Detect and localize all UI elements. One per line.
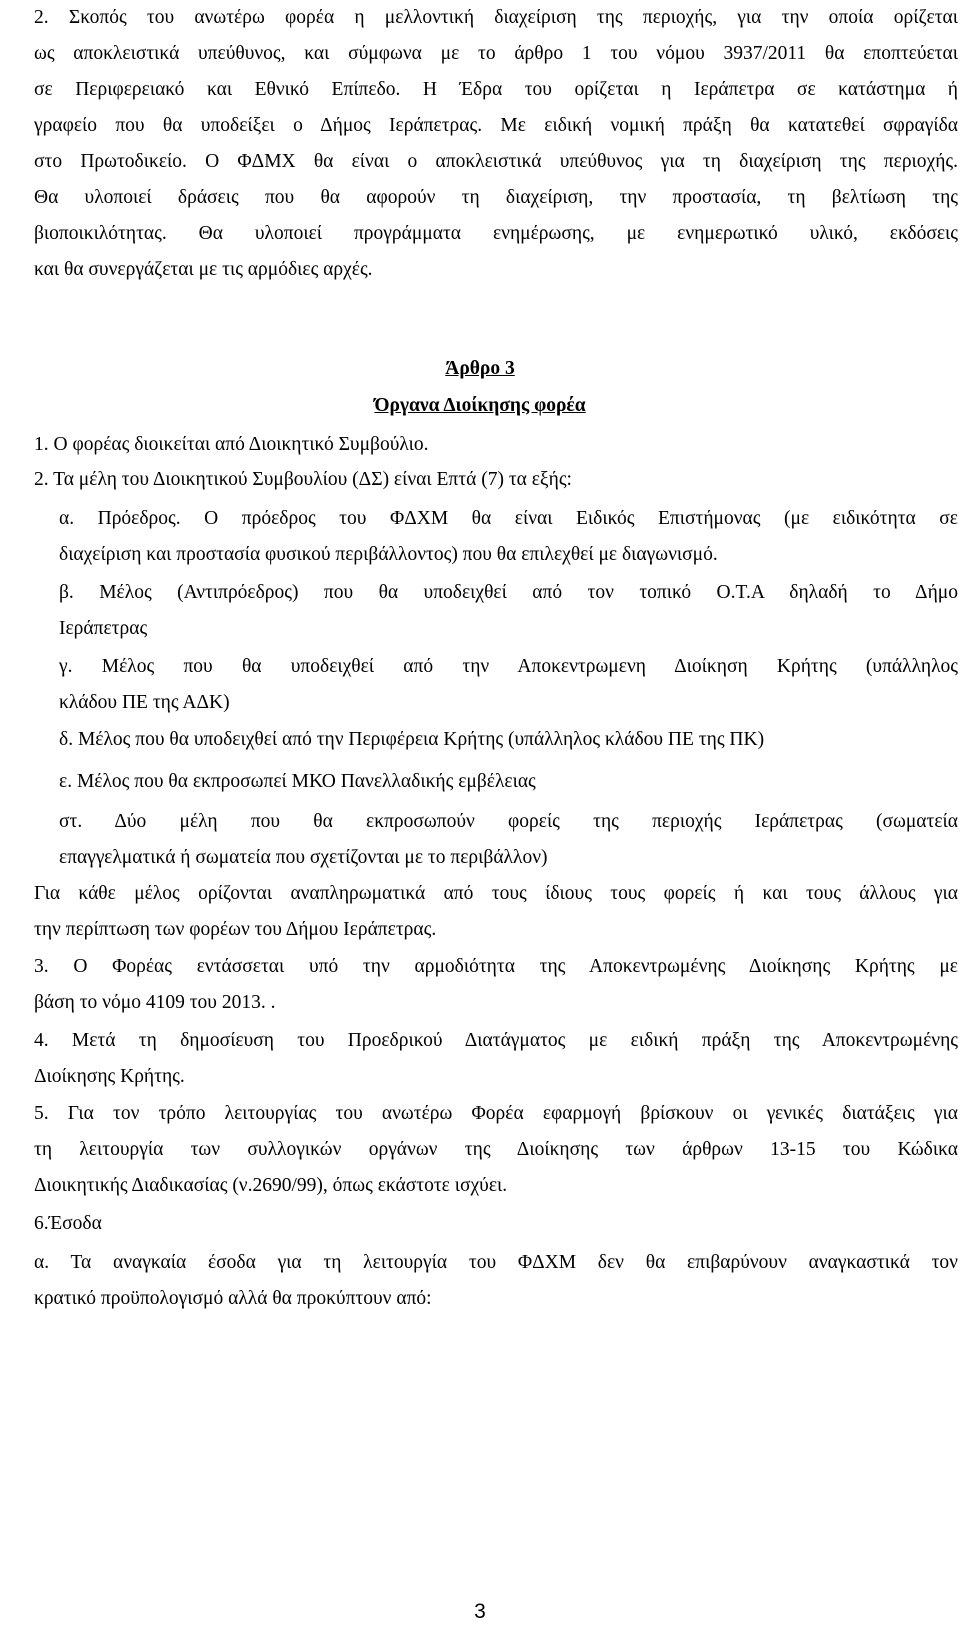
text-line: Διοικητικής Διαδικασίας (ν.2690/99), όπως εκάστοτε ισχύει. — [34, 1175, 508, 1196]
item-5 — [34, 1096, 958, 1204]
text-line: κλάδου ΠΕ της ΑΔΚ) — [59, 692, 230, 713]
text-line: α. Πρόεδρος. Ο πρόεδρος του ΦΔΧΜ θα είναι Ειδικός Επιστήμονας (με ειδικότητα σε — [59, 508, 958, 529]
text-line: στ. Δύο μέλη που θα εκπροσωπούν φορείς της περιοχής Ιεράπετρας (σωματεία — [59, 811, 958, 832]
text-line: τη λειτουργία των συλλογικών οργάνων της Διοίκησης των άρθρων 13-15 του Κώδικα — [34, 1139, 958, 1160]
text-line: γραφείο που θα υποδείξει ο Δήμος Ιεράπετρας. Με ειδική νομική πράξη θα κατατεθεί σφραγίδα — [34, 115, 958, 136]
text-line: διαχείριση και προστασία φυσικού περιβάλλοντος) που θα επιλεχθεί με διαγωνισμό. — [59, 544, 718, 565]
member-f — [59, 804, 958, 876]
text-line: ε. Μέλος που θα εκπροσωπεί ΜΚΟ Πανελλαδικής εμβέλειας — [59, 771, 536, 792]
text-line: δ. Μέλος που θα υποδειχθεί από την Περιφέρεια Κρήτης (υπάλληλος κλάδου ΠΕ της ΠΚ) — [59, 729, 765, 750]
member-e — [59, 764, 958, 800]
item-6 — [34, 1206, 958, 1242]
item-1 — [34, 427, 958, 463]
text-line: Για κάθε μέλος ορίζονται αναπληρωματικά από τους ίδιους τους φορείς ή και τους άλλους για — [34, 883, 958, 904]
text-line: β. Μέλος (Αντιπρόεδρος) που θα υποδειχθεί από τον τοπικό Ο.Τ.Α δηλαδή το Δήμο — [59, 582, 958, 603]
member-b — [59, 575, 958, 647]
substitutes-paragraph — [34, 876, 958, 948]
text-line: και θα συνεργάζεται με τις αρμόδιες αρχές. — [34, 259, 373, 280]
text-line: επαγγελματικά ή σωματεία που σχετίζονται με το περιβάλλον) — [59, 847, 548, 868]
intro-paragraph — [34, 0, 958, 288]
member-d — [59, 722, 958, 758]
text-line: σε Περιφερειακό και Εθνικό Επίπεδο. Η Έδρα του ορίζεται η Ιεράπετρα σε κατάστημα ή — [34, 79, 958, 100]
text-line: βιοποικιλότητας. Θα υλοποιεί προγράμματα ενημέρωσης, με ενημερωτικό υλικό, εκδόσεις — [34, 223, 958, 244]
text-line: Διοίκησης Κρήτης. — [34, 1066, 185, 1087]
text-line: γ. Μέλος που θα υποδειχθεί από την Αποκεντρωμενη Διοίκηση Κρήτης (υπάλληλος — [59, 656, 958, 677]
item-4 — [34, 1023, 958, 1095]
member-a — [59, 501, 958, 573]
member-c — [59, 649, 958, 721]
text-line: 2. Σκοπός του ανωτέρω φορέα η μελλοντική διαχείριση της περιοχής, για την οποία ορίζεται — [34, 7, 958, 28]
text-line: βάση το νόμο 4109 του 2013. . — [34, 992, 276, 1013]
text-line: 5. Για τον τρόπο λειτουργίας του ανωτέρω Φορέα εφαρμογή βρίσκουν οι γενικές διατάξεις για — [34, 1103, 958, 1124]
text-line: 6.Έσοδα — [34, 1213, 102, 1234]
item-2 — [34, 462, 958, 498]
text-line: Ιεράπετρας — [59, 618, 148, 639]
text-line: στο Πρωτοδικείο. Ο ΦΔΜΧ θα είναι ο αποκλειστικά υπεύθυνος για τη διαχείριση της περιοχής. — [34, 151, 958, 172]
page-number: 3 — [474, 1600, 486, 1623]
item-3 — [34, 949, 958, 1021]
text-line: 4. Μετά τη δημοσίευση του Προεδρικού Διατάγματος με ειδική πράξη της Αποκεντρωμένης — [34, 1030, 958, 1051]
text-line: 2. Τα μέλη του Διοικητικού Συμβουλίου (ΔΣ) είναι Επτά (7) τα εξής: — [34, 469, 572, 490]
article-title: Όργανα Διοίκησης φορέα — [374, 395, 586, 416]
text-line: κρατικό προϋπολογισμό αλλά θα προκύπτουν από: — [34, 1288, 432, 1309]
text-line: Θα υλοποιεί δράσεις που θα αφορούν τη διαχείριση, την προστασία, τη βελτίωση της — [34, 187, 958, 208]
text-line: 1. Ο φορέας διοικείται από Διοικητικό Συμβούλιο. — [34, 434, 429, 455]
article-number: Άρθρο 3 — [445, 358, 515, 379]
item-6a — [34, 1245, 958, 1317]
text-line: 3. Ο Φορέας εντάσσεται υπό την αρμοδιότητα της Αποκεντρωμένης Διοίκησης Κρήτης με — [34, 956, 958, 977]
text-line: α. Τα αναγκαία έσοδα για τη λειτουργία του ΦΔΧΜ δεν θα επιβαρύνουν αναγκαστικά τον — [34, 1252, 958, 1273]
text-line: την περίπτωση των φορέων του Δήμου Ιεράπετρας. — [34, 919, 437, 940]
text-line: ως αποκλειστικά υπεύθυνος, και σύμφωνα με το άρθρο 1 του νόμου 3937/2011 θα εποπτεύεται — [34, 43, 958, 64]
